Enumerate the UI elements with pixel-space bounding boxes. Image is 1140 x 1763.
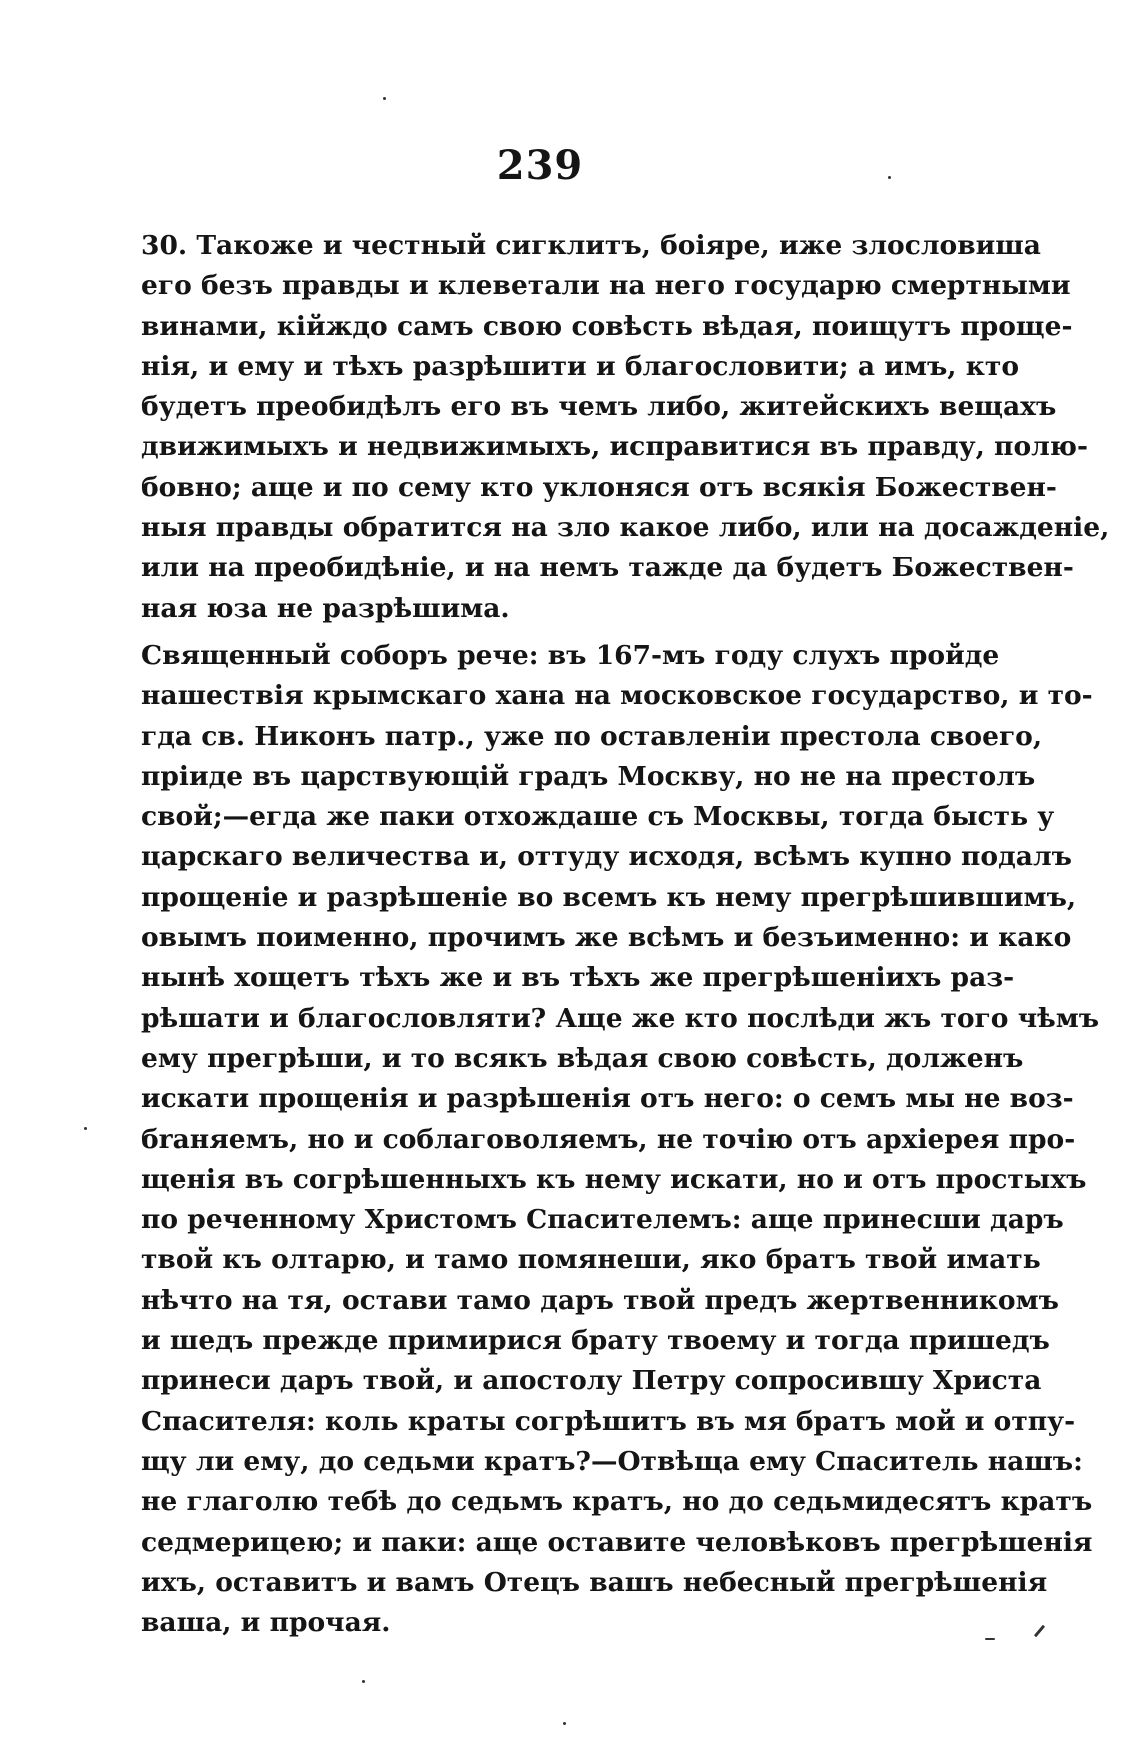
paragraph-2 (141, 636, 1100, 1643)
page-text (141, 226, 1110, 1643)
text-line: гда св. Никонъ патр., уже по оставленiи престола своего, (141, 720, 1043, 752)
scan-speck (84, 1127, 87, 1130)
scan-speck (383, 97, 386, 100)
text-line: и шедъ прежде примирися брату твоему и тогда пришедъ (141, 1325, 1050, 1357)
scan-speck (362, 1680, 365, 1683)
text-line: щу ли ему, до седьми кратъ?—Отвѣща ему Спаситель нашъ: (141, 1445, 1083, 1477)
text-line: ная юза не разрѣшима. (141, 592, 510, 624)
text-line: по реченному Христомъ Спасителемъ: аще принесши даръ (141, 1204, 1064, 1236)
text-line: его безъ правды и клеветали на него государю смертными (141, 270, 1071, 302)
text-line: твой къ олтарю, и тамо помянеши, яко братъ твой имать (141, 1244, 1041, 1276)
page-number: 239 (496, 142, 584, 189)
text-line: бовно; аще и по сему кто уклоняся отъ всякiя Божествен- (141, 471, 1057, 503)
text-line: Спасителя: коль краты согрѣшитъ въ мя братъ мой и отпу- (141, 1405, 1076, 1437)
text-line: или на преобидѣнiе, и на немъ тажде да будетъ Божествен- (141, 552, 1074, 584)
paragraph-1 (141, 226, 1110, 629)
text-line: бraняемъ, но и соблаговоляемъ, не точiю отъ архiерея про- (141, 1123, 1076, 1155)
text-line: прощенiе и разрѣшенiе во всемъ къ нему прегрѣшившимъ, (141, 881, 1077, 913)
text-line: свой;—егда же паки отхождаше съ Москвы, тогда бысть у (141, 801, 1055, 833)
text-line: овымъ поименно, прочимъ же всѣмъ и безъименно: и како (141, 922, 1072, 954)
text-line: ему прегрѣши, и то всякъ вѣдая свою совѣсть, долженъ (141, 1042, 1024, 1074)
text-line: Священный соборъ рече: въ 167-мъ году слухъ пройде (141, 639, 1000, 671)
text-line: рѣшати и благословляти? Аще же кто послѣди жъ того чѣмъ (141, 1002, 1100, 1034)
text-line: нынѣ хощетъ тѣхъ же и въ тѣхъ же прегрѣшенiихъ раз- (141, 962, 1015, 994)
scan-speck (1034, 1625, 1045, 1638)
text-line: седмерицею; и паки: аще оставите человѣковъ прегрѣшенiя (141, 1526, 1093, 1558)
text-line: ваша, и прочая. (141, 1607, 391, 1639)
text-line: прiиде въ царствующiй градъ Москву, но не на престолъ (141, 760, 1036, 792)
scan-speck (985, 1638, 995, 1640)
text-line: 30. Такоже и честный сигклитъ, боiяре, иже злословиша (141, 230, 1041, 261)
text-line: принеси даръ твой, и апостолу Петру сопросившу Христа (141, 1365, 1042, 1397)
text-line: движимыхъ и недвижимыхъ, исправитися въ правду, полю- (141, 431, 1088, 463)
text-line: ихъ, оставитъ и вамъ Отецъ вашъ небесный прегрѣшенiя (141, 1566, 1048, 1598)
scan-speck (888, 176, 891, 179)
text-line: будетъ преобидѣлъ его въ чемъ либо, житейскихъ вещахъ (141, 391, 1057, 423)
text-line: ныя правды обратится на зло какое либо, или на досажденiе, (141, 512, 1110, 544)
text-line: щенiя въ согрѣшенныхъ къ нему искати, но и отъ простыхъ (141, 1163, 1087, 1195)
text-line: нѣчто на тя, остави тамо даръ твой предъ жертвенникомъ (141, 1284, 1059, 1316)
text-line: не глаголю тебѣ до седьмъ кратъ, но до седьмидесятъ кратъ (141, 1486, 1093, 1518)
text-line: винами, кiйждо самъ свою совѣсть вѣдая, поищутъ проще- (141, 310, 1073, 342)
scan-speck (563, 1722, 566, 1725)
text-line: царскаго величества и, оттуду исходя, всѣмъ купно подалъ (141, 841, 1072, 873)
text-line: нiя, и ему и тѣхъ разрѣшити и благословити; а имъ, кто (141, 350, 1019, 382)
text-line: нашествiя крымскаго хана на московское государство, и то- (141, 680, 1093, 712)
paragraph-gap (141, 629, 946, 636)
text-line: искати прощенiя и разрѣшенiя отъ него: о семъ мы не воз- (141, 1083, 1074, 1115)
